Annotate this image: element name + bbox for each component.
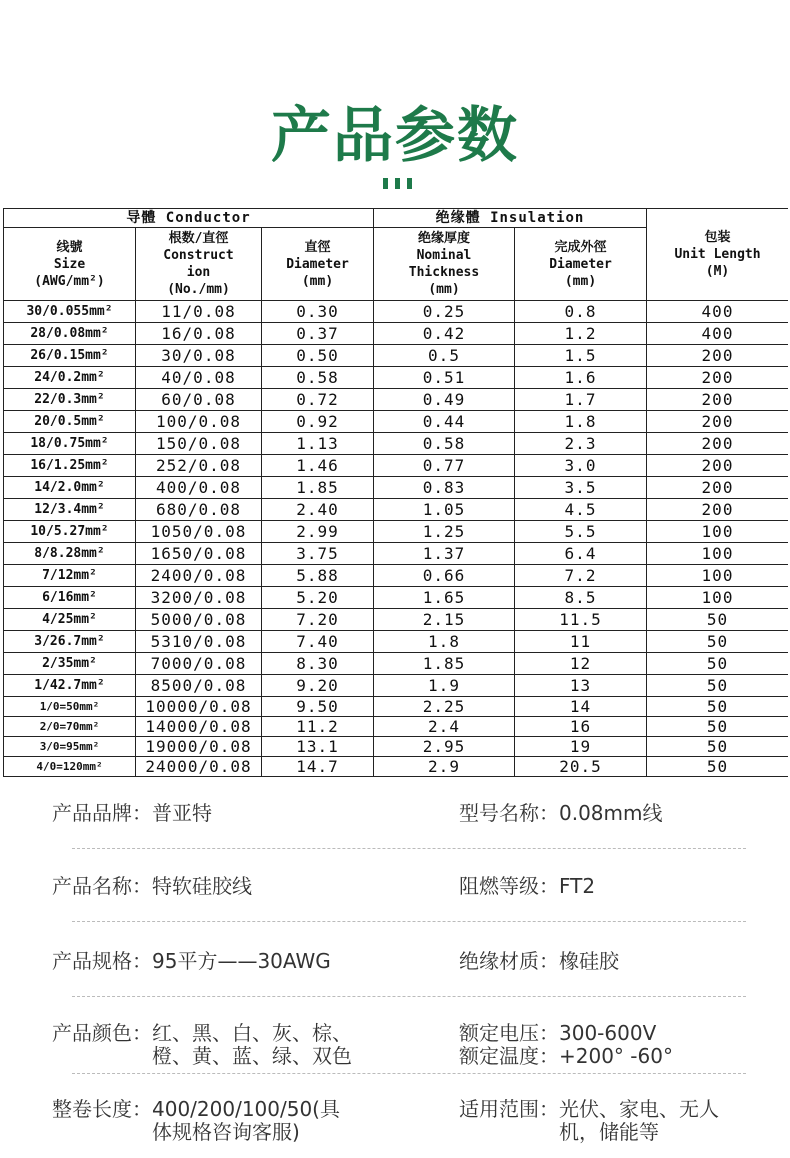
thickness-cell: 0.77 <box>374 455 515 477</box>
table-row <box>4 565 789 587</box>
table-row <box>4 757 789 777</box>
diameter-cell: 3.75 <box>262 543 374 565</box>
unit-length-cell: 50 <box>647 631 789 653</box>
spec-item <box>52 875 422 898</box>
table-row <box>4 367 789 389</box>
table-row <box>4 433 789 455</box>
unit-length-cell: 200 <box>647 499 789 521</box>
unit-length-cell: 200 <box>647 345 789 367</box>
outer-diameter-cell: 13 <box>515 675 647 697</box>
size-cell: 7/12mm² <box>4 565 136 587</box>
size-header: 线號 Size (AWG/mm²) <box>4 228 136 301</box>
outer-diameter-header: 完成外徑 Diameter (mm) <box>515 228 647 301</box>
spec-value: 0.08mm线 <box>559 801 663 825</box>
diameter-cell: 0.37 <box>262 323 374 345</box>
unit-length-cell: 200 <box>647 389 789 411</box>
thickness-cell: 1.65 <box>374 587 515 609</box>
unit-length-cell: 100 <box>647 521 789 543</box>
outer-diameter-cell: 3.5 <box>515 477 647 499</box>
size-cell: 14/2.0mm² <box>4 477 136 499</box>
construction-cell: 40/0.08 <box>136 367 262 389</box>
unit-length-cell: 50 <box>647 737 789 757</box>
thickness-cell: 1.8 <box>374 631 515 653</box>
spec-value: +200° -60° <box>559 1044 673 1068</box>
construction-cell: 7000/0.08 <box>136 653 262 675</box>
table-row <box>4 499 789 521</box>
construction-cell: 19000/0.08 <box>136 737 262 757</box>
diameter-cell: 1.85 <box>262 477 374 499</box>
unit-length-cell: 100 <box>647 543 789 565</box>
size-cell: 1/42.7mm² <box>4 675 136 697</box>
diameter-cell: 13.1 <box>262 737 374 757</box>
unit-length-cell: 50 <box>647 653 789 675</box>
unit-length-cell: 200 <box>647 411 789 433</box>
size-cell: 2/0=70mm² <box>4 717 136 737</box>
spec-value: 橡硅胶 <box>559 949 619 973</box>
unit-length-cell: 50 <box>647 697 789 717</box>
outer-diameter-cell: 2.3 <box>515 433 647 455</box>
dashed-divider <box>72 996 746 997</box>
spec-label: 产品名称： <box>52 874 152 898</box>
construction-cell: 5000/0.08 <box>136 609 262 631</box>
outer-diameter-cell: 8.5 <box>515 587 647 609</box>
construction-cell: 680/0.08 <box>136 499 262 521</box>
spec-value: 光伏、家电、无人 机，储能等 <box>559 1097 719 1144</box>
table-row <box>4 653 789 675</box>
unit-length-cell: 50 <box>647 609 789 631</box>
dashed-divider <box>72 921 746 922</box>
construction-cell: 1050/0.08 <box>136 521 262 543</box>
table-row <box>4 609 789 631</box>
spec-item <box>459 802 759 825</box>
unit-length-cell: 200 <box>647 367 789 389</box>
spec-item <box>52 1022 422 1068</box>
diameter-cell: 0.30 <box>262 301 374 323</box>
diameter-cell: 9.20 <box>262 675 374 697</box>
table-row <box>4 543 789 565</box>
dashed-divider <box>72 848 746 849</box>
thickness-cell: 0.42 <box>374 323 515 345</box>
unit-length-cell: 200 <box>647 455 789 477</box>
spec-item <box>459 1098 759 1144</box>
size-cell: 6/16mm² <box>4 587 136 609</box>
unit-length-header: 包装 Unit Length (M) <box>647 209 789 301</box>
unit-length-cell: 50 <box>647 675 789 697</box>
table-row <box>4 717 789 737</box>
unit-length-cell: 400 <box>647 301 789 323</box>
spec-value: 特软硅胶线 <box>152 874 252 898</box>
construction-cell: 150/0.08 <box>136 433 262 455</box>
spec-label: 整卷长度： <box>52 1097 152 1121</box>
thickness-cell: 0.83 <box>374 477 515 499</box>
table-row <box>4 631 789 653</box>
spec-table-body <box>4 301 789 777</box>
size-cell: 12/3.4mm² <box>4 499 136 521</box>
size-cell: 3/26.7mm² <box>4 631 136 653</box>
table-row <box>4 521 789 543</box>
size-cell: 16/1.25mm² <box>4 455 136 477</box>
outer-diameter-cell: 1.5 <box>515 345 647 367</box>
unit-length-cell: 100 <box>647 587 789 609</box>
title-decoration <box>383 174 423 186</box>
diameter-cell: 1.46 <box>262 455 374 477</box>
spec-label: 型号名称： <box>459 801 559 825</box>
thickness-cell: 1.05 <box>374 499 515 521</box>
outer-diameter-cell: 7.2 <box>515 565 647 587</box>
unit-length-cell: 400 <box>647 323 789 345</box>
spec-item <box>459 1022 759 1045</box>
construction-cell: 5310/0.08 <box>136 631 262 653</box>
thickness-cell: 1.25 <box>374 521 515 543</box>
page-title: 产品参数 <box>271 101 519 171</box>
table-row <box>4 737 789 757</box>
unit-length-cell: 200 <box>647 477 789 499</box>
size-cell: 22/0.3mm² <box>4 389 136 411</box>
size-cell: 4/25mm² <box>4 609 136 631</box>
spec-item <box>459 1045 759 1068</box>
spec-item <box>52 802 422 825</box>
diameter-cell: 11.2 <box>262 717 374 737</box>
unit-length-cell: 100 <box>647 565 789 587</box>
thickness-cell: 2.25 <box>374 697 515 717</box>
table-row <box>4 345 789 367</box>
outer-diameter-cell: 19 <box>515 737 647 757</box>
table-row <box>4 675 789 697</box>
outer-diameter-cell: 20.5 <box>515 757 647 777</box>
outer-diameter-cell: 0.8 <box>515 301 647 323</box>
size-cell: 4/0=120mm² <box>4 757 136 777</box>
thickness-cell: 1.37 <box>374 543 515 565</box>
construction-cell: 2400/0.08 <box>136 565 262 587</box>
diameter-cell: 0.58 <box>262 367 374 389</box>
diameter-cell: 2.40 <box>262 499 374 521</box>
thickness-cell: 2.4 <box>374 717 515 737</box>
unit-length-cell: 200 <box>647 433 789 455</box>
thickness-cell: 2.15 <box>374 609 515 631</box>
size-cell: 18/0.75mm² <box>4 433 136 455</box>
outer-diameter-cell: 1.8 <box>515 411 647 433</box>
spec-label: 绝缘材质： <box>459 949 559 973</box>
outer-diameter-cell: 3.0 <box>515 455 647 477</box>
table-row <box>4 477 789 499</box>
diameter-cell: 2.99 <box>262 521 374 543</box>
conductor-group-header: 导體 Conductor <box>4 209 374 228</box>
table-row <box>4 587 789 609</box>
outer-diameter-cell: 1.7 <box>515 389 647 411</box>
dashed-divider <box>72 1073 746 1074</box>
size-cell: 24/0.2mm² <box>4 367 136 389</box>
thickness-cell: 1.9 <box>374 675 515 697</box>
size-cell: 8/8.28mm² <box>4 543 136 565</box>
size-cell: 10/5.27mm² <box>4 521 136 543</box>
unit-length-cell: 50 <box>647 717 789 737</box>
thickness-cell: 0.44 <box>374 411 515 433</box>
table-row <box>4 389 789 411</box>
unit-length-cell: 50 <box>647 757 789 777</box>
spec-item <box>459 875 759 898</box>
spec-item <box>459 950 759 973</box>
table-row <box>4 455 789 477</box>
diameter-cell: 14.7 <box>262 757 374 777</box>
outer-diameter-cell: 11.5 <box>515 609 647 631</box>
thickness-cell: 0.58 <box>374 433 515 455</box>
diameter-cell: 9.50 <box>262 697 374 717</box>
outer-diameter-cell: 12 <box>515 653 647 675</box>
spec-label: 产品品牌： <box>52 801 152 825</box>
construction-cell: 1650/0.08 <box>136 543 262 565</box>
spec-value: 普亚特 <box>152 801 212 825</box>
construction-cell: 16/0.08 <box>136 323 262 345</box>
spec-item <box>52 1098 422 1144</box>
outer-diameter-cell: 14 <box>515 697 647 717</box>
size-cell: 30/0.055mm² <box>4 301 136 323</box>
size-cell: 26/0.15mm² <box>4 345 136 367</box>
spec-value: 95平方——30AWG <box>152 949 331 973</box>
outer-diameter-cell: 5.5 <box>515 521 647 543</box>
outer-diameter-cell: 16 <box>515 717 647 737</box>
insulation-group-header: 绝缘體 Insulation <box>374 209 647 228</box>
spec-label: 额定电压： <box>459 1021 559 1045</box>
construction-header: 根数/直徑 Construct ion (No./mm) <box>136 228 262 301</box>
construction-cell: 252/0.08 <box>136 455 262 477</box>
thickness-cell: 0.25 <box>374 301 515 323</box>
thickness-cell: 0.5 <box>374 345 515 367</box>
construction-cell: 400/0.08 <box>136 477 262 499</box>
diameter-cell: 5.88 <box>262 565 374 587</box>
construction-cell: 3200/0.08 <box>136 587 262 609</box>
construction-cell: 100/0.08 <box>136 411 262 433</box>
construction-cell: 60/0.08 <box>136 389 262 411</box>
size-cell: 2/35mm² <box>4 653 136 675</box>
table-row <box>4 697 789 717</box>
table-row <box>4 323 789 345</box>
size-cell: 20/0.5mm² <box>4 411 136 433</box>
spec-table-container <box>3 208 788 780</box>
spec-value: 300-600V <box>559 1021 657 1045</box>
construction-cell: 8500/0.08 <box>136 675 262 697</box>
outer-diameter-cell: 11 <box>515 631 647 653</box>
spec-table <box>3 208 788 777</box>
outer-diameter-cell: 6.4 <box>515 543 647 565</box>
diameter-cell: 1.13 <box>262 433 374 455</box>
spec-label: 额定温度： <box>459 1044 559 1068</box>
table-row <box>4 301 789 323</box>
diameter-cell: 5.20 <box>262 587 374 609</box>
thickness-header: 绝缘厚度 Nominal Thickness (mm) <box>374 228 515 301</box>
spec-label: 产品颜色： <box>52 1021 152 1045</box>
thickness-cell: 2.95 <box>374 737 515 757</box>
diameter-cell: 7.40 <box>262 631 374 653</box>
diameter-cell: 7.20 <box>262 609 374 631</box>
outer-diameter-cell: 1.2 <box>515 323 647 345</box>
construction-cell: 24000/0.08 <box>136 757 262 777</box>
spec-label: 适用范围： <box>459 1097 559 1121</box>
construction-cell: 11/0.08 <box>136 301 262 323</box>
thickness-cell: 0.51 <box>374 367 515 389</box>
construction-cell: 10000/0.08 <box>136 697 262 717</box>
diameter-header: 直徑 Diameter (mm) <box>262 228 374 301</box>
size-cell: 3/0=95mm² <box>4 737 136 757</box>
spec-label: 阻燃等级： <box>459 874 559 898</box>
thickness-cell: 2.9 <box>374 757 515 777</box>
diameter-cell: 0.72 <box>262 389 374 411</box>
spec-value: 400/200/100/50(具 体规格咨询客服) <box>152 1097 340 1144</box>
spec-label: 产品规格： <box>52 949 152 973</box>
diameter-cell: 8.30 <box>262 653 374 675</box>
thickness-cell: 1.85 <box>374 653 515 675</box>
outer-diameter-cell: 4.5 <box>515 499 647 521</box>
size-cell: 28/0.08mm² <box>4 323 136 345</box>
table-row <box>4 411 789 433</box>
thickness-cell: 0.49 <box>374 389 515 411</box>
diameter-cell: 0.92 <box>262 411 374 433</box>
size-cell: 1/0=50mm² <box>4 697 136 717</box>
diameter-cell: 0.50 <box>262 345 374 367</box>
spec-value: 红、黑、白、灰、棕、 橙、黄、蓝、绿、双色 <box>152 1021 352 1068</box>
thickness-cell: 0.66 <box>374 565 515 587</box>
outer-diameter-cell: 1.6 <box>515 367 647 389</box>
construction-cell: 14000/0.08 <box>136 717 262 737</box>
spec-item <box>52 950 422 973</box>
construction-cell: 30/0.08 <box>136 345 262 367</box>
spec-value: FT2 <box>559 874 596 898</box>
